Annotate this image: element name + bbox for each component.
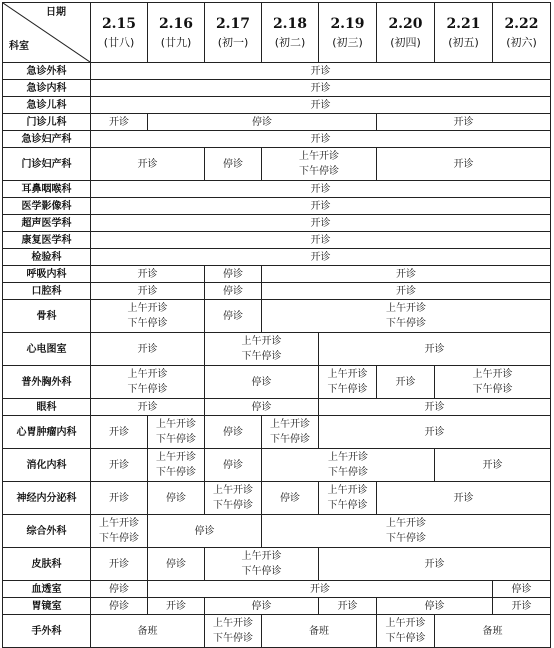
status-cell: 停诊	[205, 266, 262, 283]
status-cell	[148, 416, 205, 449]
table-row	[3, 80, 551, 97]
status-cell	[319, 482, 377, 515]
date-header	[319, 3, 377, 63]
status-cell: 开诊	[319, 399, 551, 416]
table-row	[3, 515, 551, 548]
status-morning: 上午开诊	[386, 303, 426, 314]
status-cell: 停诊	[493, 581, 551, 598]
date-header	[493, 3, 551, 63]
status-cell	[91, 366, 205, 399]
department-name: 医学影像科	[3, 198, 91, 215]
status-afternoon: 下午停诊	[127, 384, 168, 395]
table-row	[3, 215, 551, 232]
department-name: 综合外科	[3, 515, 91, 548]
department-name: 心电图室	[3, 333, 91, 366]
table-row	[3, 366, 551, 399]
corner-header	[3, 3, 91, 63]
department-name: 耳鼻咽喉科	[3, 181, 91, 198]
table-row	[3, 249, 551, 266]
status-afternoon: 下午停诊	[328, 467, 368, 478]
lunar-date: (初一)	[217, 35, 249, 49]
status-cell: 开诊	[91, 114, 148, 131]
status-cell: 开诊	[91, 548, 148, 581]
status-cell: 开诊	[91, 266, 205, 283]
clinic-schedule-table	[2, 2, 551, 648]
status-cell: 开诊	[91, 283, 205, 300]
status-afternoon: 下午停诊	[241, 351, 282, 362]
status-cell: 开诊	[91, 482, 148, 515]
table-row	[3, 148, 551, 181]
status-cell: 备班	[91, 615, 205, 648]
department-name: 超声医学科	[3, 215, 91, 232]
table-row	[3, 416, 551, 449]
status-cell: 停诊	[148, 548, 205, 581]
date-value: 2.17	[215, 15, 251, 32]
table-row	[3, 131, 551, 148]
department-name: 胃镜室	[3, 598, 91, 615]
department-name: 皮肤科	[3, 548, 91, 581]
corner-dept-label: 科室	[9, 41, 29, 52]
lunar-date: (初六)	[506, 35, 537, 49]
status-afternoon: 下午停诊	[270, 434, 310, 445]
table-row	[3, 266, 551, 283]
status-afternoon: 下午停诊	[386, 533, 426, 544]
status-cell	[205, 333, 319, 366]
status-cell: 开诊	[377, 482, 551, 515]
status-cell: 开诊	[91, 215, 551, 232]
department-name: 康复医学科	[3, 232, 91, 249]
status-cell: 开诊	[91, 449, 148, 482]
status-morning: 上午开诊	[156, 419, 196, 430]
date-value: 2.22	[504, 15, 539, 32]
status-cell	[262, 416, 319, 449]
status-morning: 上午开诊	[385, 618, 426, 629]
status-morning: 上午开诊	[299, 151, 339, 162]
department-name: 普外胸外科	[3, 366, 91, 399]
status-cell: 停诊	[205, 300, 262, 333]
status-cell	[91, 300, 205, 333]
status-afternoon: 下午停诊	[299, 166, 339, 177]
status-morning: 上午开诊	[213, 618, 253, 629]
status-cell: 开诊	[91, 97, 551, 114]
status-cell	[262, 148, 377, 181]
status-cell	[205, 615, 262, 648]
department-name: 血透室	[3, 581, 91, 598]
status-afternoon: 下午停诊	[386, 318, 426, 329]
department-name: 呼吸内科	[3, 266, 91, 283]
status-cell: 停诊	[205, 399, 319, 416]
date-value: 2.20	[388, 15, 423, 32]
date-header	[148, 3, 205, 63]
lunar-date: (初五)	[448, 35, 479, 49]
status-cell	[377, 615, 435, 648]
status-afternoon: 下午停诊	[156, 434, 196, 445]
status-cell	[262, 300, 551, 333]
status-afternoon: 下午停诊	[156, 467, 196, 478]
date-value: 2.15	[101, 15, 137, 32]
status-afternoon: 下午停诊	[385, 633, 426, 644]
department-name: 神经内分泌科	[3, 482, 91, 515]
status-morning: 上午开诊	[127, 369, 168, 380]
status-cell: 开诊	[377, 114, 551, 131]
department-name: 消化内科	[3, 449, 91, 482]
table-row	[3, 63, 551, 80]
table-row	[3, 548, 551, 581]
status-cell: 开诊	[91, 249, 551, 266]
status-cell: 开诊	[319, 548, 551, 581]
department-name: 检验科	[3, 249, 91, 266]
status-cell: 开诊	[377, 366, 435, 399]
table-row	[3, 399, 551, 416]
status-afternoon: 下午停诊	[472, 384, 513, 395]
table-row	[3, 181, 551, 198]
corner-date-label: 日期	[46, 7, 66, 18]
status-cell: 开诊	[91, 399, 205, 416]
department-name: 口腔科	[3, 283, 91, 300]
department-name: 急诊内科	[3, 80, 91, 97]
status-morning: 上午开诊	[472, 369, 513, 380]
status-cell: 开诊	[493, 598, 551, 615]
status-afternoon: 下午停诊	[99, 533, 139, 544]
status-cell	[262, 515, 551, 548]
department-name: 门诊儿科	[3, 114, 91, 131]
status-cell: 开诊	[91, 148, 205, 181]
status-morning: 上午开诊	[99, 518, 139, 529]
status-cell: 停诊	[205, 283, 262, 300]
status-cell: 停诊	[377, 598, 493, 615]
status-cell: 开诊	[91, 198, 551, 215]
status-cell: 开诊	[148, 598, 205, 615]
status-cell: 开诊	[262, 266, 551, 283]
lunar-date: (初四)	[390, 35, 421, 49]
status-cell: 停诊	[148, 114, 377, 131]
department-name: 心胃肿瘤内科	[3, 416, 91, 449]
status-afternoon: 下午停诊	[213, 500, 253, 511]
date-header	[377, 3, 435, 63]
status-cell: 开诊	[319, 416, 551, 449]
status-cell	[262, 449, 435, 482]
status-afternoon: 下午停诊	[327, 500, 368, 511]
status-cell: 停诊	[148, 482, 205, 515]
status-afternoon: 下午停诊	[213, 633, 253, 644]
status-cell: 停诊	[262, 482, 319, 515]
status-cell: 停诊	[91, 581, 148, 598]
status-cell	[319, 366, 377, 399]
status-morning: 上午开诊	[213, 485, 253, 496]
status-afternoon: 下午停诊	[127, 318, 168, 329]
table-row	[3, 615, 551, 648]
table-row	[3, 198, 551, 215]
department-name: 眼科	[3, 399, 91, 416]
status-morning: 上午开诊	[327, 369, 368, 380]
lunar-date: (廿八)	[103, 35, 135, 49]
status-cell: 停诊	[205, 148, 262, 181]
status-morning: 上午开诊	[156, 452, 196, 463]
status-cell: 备班	[262, 615, 377, 648]
status-afternoon: 下午停诊	[327, 384, 368, 395]
status-cell: 开诊	[91, 80, 551, 97]
lunar-date: (初三)	[332, 35, 363, 49]
status-cell: 开诊	[319, 333, 551, 366]
table-row	[3, 232, 551, 249]
department-name: 手外科	[3, 615, 91, 648]
date-header	[262, 3, 319, 63]
status-afternoon: 下午停诊	[241, 566, 282, 577]
date-value: 2.21	[446, 15, 481, 32]
table-row	[3, 300, 551, 333]
department-name: 急诊外科	[3, 63, 91, 80]
status-cell: 停诊	[205, 366, 319, 399]
status-cell	[205, 548, 319, 581]
date-value: 2.18	[272, 15, 308, 32]
status-morning: 上午开诊	[270, 419, 310, 430]
lunar-date: (廿九)	[160, 35, 192, 49]
status-cell: 开诊	[91, 416, 148, 449]
status-cell	[435, 366, 551, 399]
department-name: 急诊妇产科	[3, 131, 91, 148]
status-cell: 开诊	[148, 581, 493, 598]
status-morning: 上午开诊	[127, 303, 168, 314]
table-row	[3, 97, 551, 114]
status-cell: 停诊	[91, 598, 148, 615]
status-cell: 开诊	[91, 232, 551, 249]
table-row	[3, 598, 551, 615]
table-row	[3, 581, 551, 598]
department-name: 急诊儿科	[3, 97, 91, 114]
date-header	[435, 3, 493, 63]
table-row	[3, 283, 551, 300]
table-row	[3, 114, 551, 131]
status-morning: 上午开诊	[386, 518, 426, 529]
department-name: 门诊妇产科	[3, 148, 91, 181]
status-morning: 上午开诊	[241, 551, 282, 562]
status-morning: 上午开诊	[327, 485, 368, 496]
status-morning: 上午开诊	[241, 336, 282, 347]
status-cell	[205, 482, 262, 515]
status-cell: 开诊	[262, 283, 551, 300]
status-cell: 备班	[435, 615, 551, 648]
department-name: 骨科	[3, 300, 91, 333]
status-cell: 停诊	[205, 416, 262, 449]
header-row	[3, 3, 551, 63]
table-row	[3, 333, 551, 366]
status-cell: 开诊	[91, 63, 551, 80]
status-cell: 停诊	[148, 515, 262, 548]
status-cell	[91, 515, 148, 548]
lunar-date: (初二)	[274, 35, 306, 49]
status-cell: 开诊	[91, 131, 551, 148]
status-morning: 上午开诊	[328, 452, 368, 463]
status-cell: 开诊	[435, 449, 551, 482]
date-header	[205, 3, 262, 63]
table-row	[3, 449, 551, 482]
date-header	[91, 3, 148, 63]
date-value: 2.19	[330, 15, 365, 32]
status-cell	[148, 449, 205, 482]
status-cell: 开诊	[91, 181, 551, 198]
status-cell: 开诊	[91, 333, 205, 366]
status-cell: 停诊	[205, 449, 262, 482]
status-cell: 开诊	[319, 598, 377, 615]
status-cell: 停诊	[205, 598, 319, 615]
table-row	[3, 482, 551, 515]
date-value: 2.16	[158, 15, 194, 32]
status-cell: 开诊	[377, 148, 551, 181]
